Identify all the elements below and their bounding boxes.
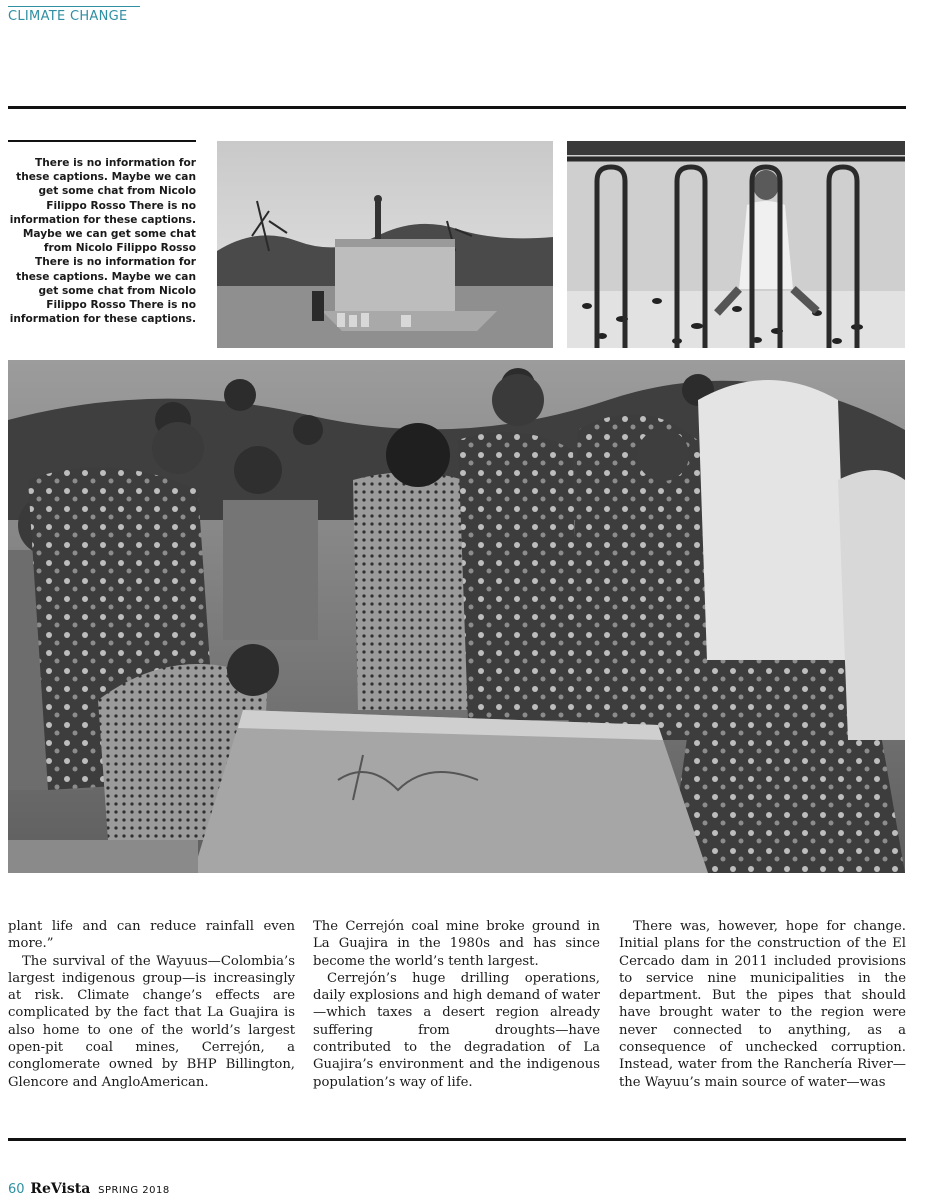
paragraph: plant life and can reduce rainfall even more.” xyxy=(8,919,295,952)
top-rule xyxy=(8,106,906,109)
photo-caption: There is no information for these captions. Maybe we can get some chat from Nicolo Filippo Rosso There is no information for these captions. Maybe we can get some chat from Nicolo Filippo Rosso There is no information for these captions. Maybe we can get some chat from Nicolo Filippo Rosso There is no information for these captions. xyxy=(8,140,196,326)
page-footer xyxy=(8,1181,170,1197)
photo-mourners xyxy=(8,360,905,873)
issue-label: SPRING 2018 xyxy=(98,1185,170,1196)
magazine-brand: ReVista xyxy=(30,1181,91,1197)
body-column-1 xyxy=(8,918,295,1091)
photo-girl-crib xyxy=(567,141,905,348)
paragraph: The Cerrejón coal mine broke ground in La Guajira in the 1980s and has since become the world’s tenth largest. xyxy=(313,919,600,969)
paragraph: Cerrejón’s huge drilling operations, daily explosions and high demand of water—which taxes a desert region already suffering from droughts—have contributed to the degradation of La Guajira’s environment and the indigenous population’s way of life. xyxy=(313,970,600,1090)
paragraph: The survival of the Wayuus—Colombia’s largest indigenous group—is increasingly at risk. Climate change’s effects are complicated by the fact that La Guajira is also home to one of the world’s largest open-pit coal mines, Cerrejón, a conglomerate owned by BHP Billington, Glencore and AngloAmerican. xyxy=(8,953,295,1090)
section-label: CLIMATE CHANGE xyxy=(8,6,140,24)
photo-water-tank xyxy=(217,141,553,348)
body-column-3 xyxy=(619,918,906,1091)
bottom-rule xyxy=(8,1138,906,1141)
paragraph: There was, however, hope for change. Initial plans for the construction of the El Cercado dam in 2011 included provisions to service nine municipalities in the department. But the pipes that should have brought water to the region were never connected to anything, as a consequence of unchecked corruption. Instead, water from the Ranchería River—the Wayuu’s main source of water—was xyxy=(619,919,906,1090)
page-number: 60 xyxy=(8,1182,25,1197)
body-column-2 xyxy=(313,918,600,1091)
